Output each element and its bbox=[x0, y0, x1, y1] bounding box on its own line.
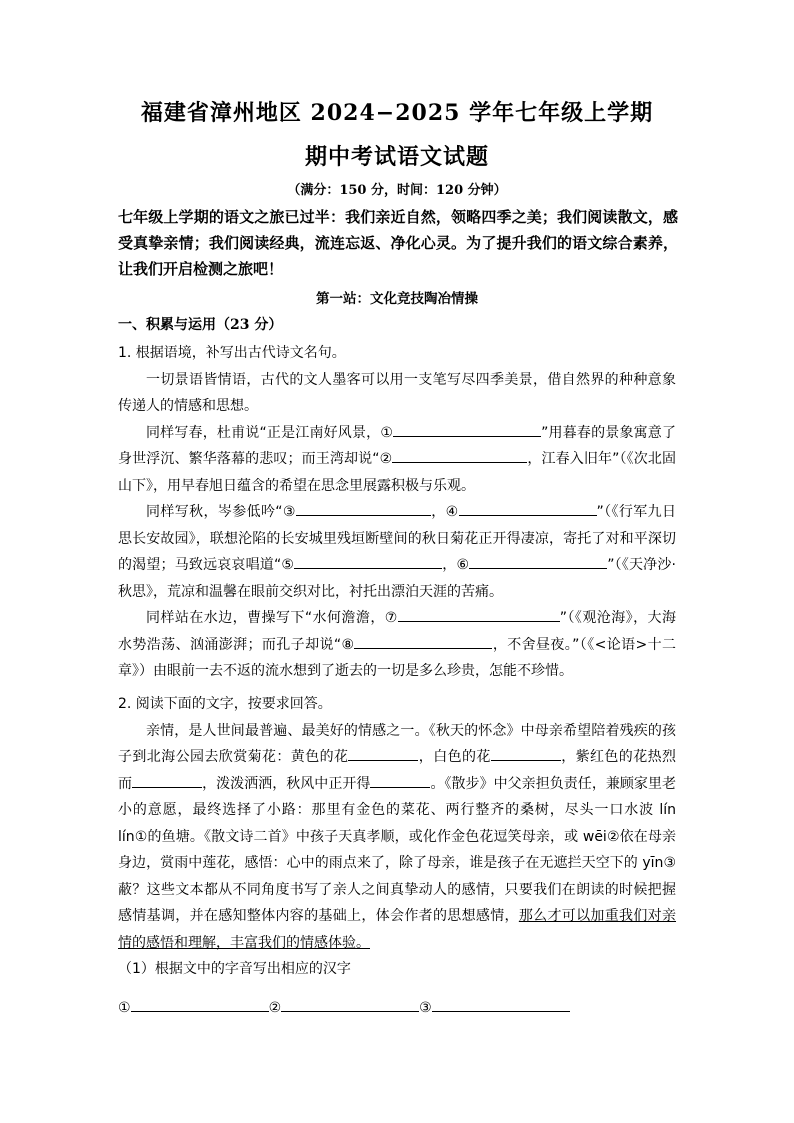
q2-text-1: 亲情，是人世间最普遍、最美好的情感之一。《秋天的怀念》中母亲希望陪着残疾的孩子到北海公园去欣赏菊花：黄色的花 bbox=[118, 722, 676, 765]
answer-row bbox=[118, 995, 570, 1016]
q1-p4-text-b: ”（《观沧海》，大海水势浩荡、汹涌澎湃；而孔子却说“⑧ bbox=[118, 610, 676, 653]
answer-blank-1[interactable] bbox=[131, 995, 269, 1012]
exam-title-line1: 福建省漳州地区 2024−2025 学年七年级上学期 bbox=[140, 100, 654, 126]
passage-blank-1[interactable] bbox=[348, 744, 418, 761]
q1-stem: 1. 根据语境，补写出古代诗文名句。 bbox=[118, 345, 346, 361]
q1-paragraph-4 bbox=[118, 605, 676, 685]
blank-1[interactable] bbox=[393, 420, 541, 437]
section-title: 一、积累与运用（23 分） bbox=[118, 317, 283, 333]
answer-label-3: ③ bbox=[419, 1000, 432, 1016]
passage-blank-3[interactable] bbox=[132, 771, 202, 788]
q1-p2-text-b: ”用暮春的景象寓意了身世浮沉、繁华落幕的悲叹；而王湾却说“② bbox=[118, 424, 676, 467]
q1-p4-text-c: ，不舍昼夜。”（《<论语>十二章》）由眼前一去不返的流水想到了逝去的一切是多么珍贵，怎能不珍惜。 bbox=[118, 636, 676, 679]
q1-paragraph-1: 一切景语皆情语，古代的文人墨客可以用一支笔写尽四季美景，借自然界的种种意象传递人的情感和思想。 bbox=[118, 371, 676, 414]
passage-blank-4[interactable] bbox=[370, 771, 430, 788]
answer-label-1: ① bbox=[118, 1000, 131, 1016]
q2-sub1: （1）根据文中的字音写出相应的汉字 bbox=[118, 961, 351, 977]
exam-meta: （满分：150 分，时间：120 分钟） bbox=[287, 183, 507, 198]
stage-title: 第一站：文化竞技陶冶情操 bbox=[316, 291, 478, 307]
q1-p3-text-d: ，⑥ bbox=[442, 557, 470, 573]
q1-p3-text-a: 同样写秋，岑参低吟“③ bbox=[146, 504, 296, 520]
q2-text-3: ，紫红色的花热烈而 bbox=[118, 749, 677, 792]
blank-6[interactable] bbox=[469, 552, 607, 569]
answer-blank-2[interactable] bbox=[281, 995, 419, 1012]
blank-7[interactable] bbox=[398, 605, 560, 622]
q2-underlined-sentence: 那么才可以加重我们对亲情的感悟和理解，丰富我们的情感体验。 bbox=[118, 908, 677, 951]
q1-p2-text-a: 同样写春，杜甫说“正是江南好风景，① bbox=[146, 424, 394, 441]
blank-8[interactable] bbox=[354, 632, 492, 649]
blank-3[interactable] bbox=[296, 499, 431, 516]
q1-paragraph-2 bbox=[118, 420, 676, 500]
blank-2[interactable] bbox=[392, 446, 527, 463]
q1-p2-text-c: ，江春入旧年”（《次北固山下》，用早春旭日蕴含的希望在思念里展露积极与乐观。 bbox=[118, 451, 676, 494]
q1-paragraph-3 bbox=[118, 499, 676, 605]
answer-blank-3[interactable] bbox=[432, 995, 570, 1012]
passage-blank-2[interactable] bbox=[491, 744, 561, 761]
q2-text-4: ，泼泼洒洒，秋风中正开得 bbox=[202, 775, 371, 792]
q1-p3-text-c: ”（《行军九日思长安故园》，联想沦陷的长安城里残垣断壁间的秋日菊花正开得凄凉，寄托了对和平深切的渴望；马致远哀哀唱道“⑤ bbox=[118, 504, 676, 573]
question-2 bbox=[118, 691, 676, 983]
blank-5[interactable] bbox=[294, 552, 442, 569]
q1-p4-text-a: 同样站在水边，曹操写下“水何澹澹，⑦ bbox=[146, 610, 398, 626]
q2-text-2: ，白色的花 bbox=[418, 749, 491, 765]
exam-title-line2: 期中考试语文试题 bbox=[304, 144, 489, 170]
q2-stem: 2. 阅读下面的文字，按要求回答。 bbox=[118, 696, 332, 712]
q2-text-5: 。《散步》中父亲担负责任，兼顾家里老小的意愿，最终选择了小路：那里有金色的菜花、两行整齐的桑树，尽头一口水波 lín lín①的鱼塘。《散文诗二首》中孩子天真孝顺，或化作金色花逗笑母亲，或 wēi②依在母亲身边，赏雨中莲花，感悟：心中的雨点来了，除了母亲，谁是孩子在无遮拦天空下的 yīn③蔽？这些文本都从不同角度书写了亲人之间真挚动人的感情，只要我们在朗读的时候把握感情基调，并在感知整体内容的基础上，体会作者的思想感情， bbox=[118, 775, 676, 924]
intro-paragraph: 七年级上学期的语文之旅已过半：我们亲近自然，领略四季之美；我们阅读散文，感受真挚亲情；我们阅读经典，流连忘返、净化心灵。为了提升我们的语文综合素养，让我们开启检测之旅吧！ bbox=[118, 208, 678, 278]
blank-4[interactable] bbox=[459, 499, 597, 516]
q2-passage bbox=[118, 718, 676, 957]
q1-p3-text-b: ，④ bbox=[430, 504, 459, 520]
question-1 bbox=[118, 340, 676, 685]
answer-label-2: ② bbox=[268, 1000, 282, 1016]
q1-p3-text-e: ”（《天净沙·秋思》，荒凉和温馨在眼前交织对比，衬托出漂泊天涯的苦痛。 bbox=[118, 557, 676, 600]
